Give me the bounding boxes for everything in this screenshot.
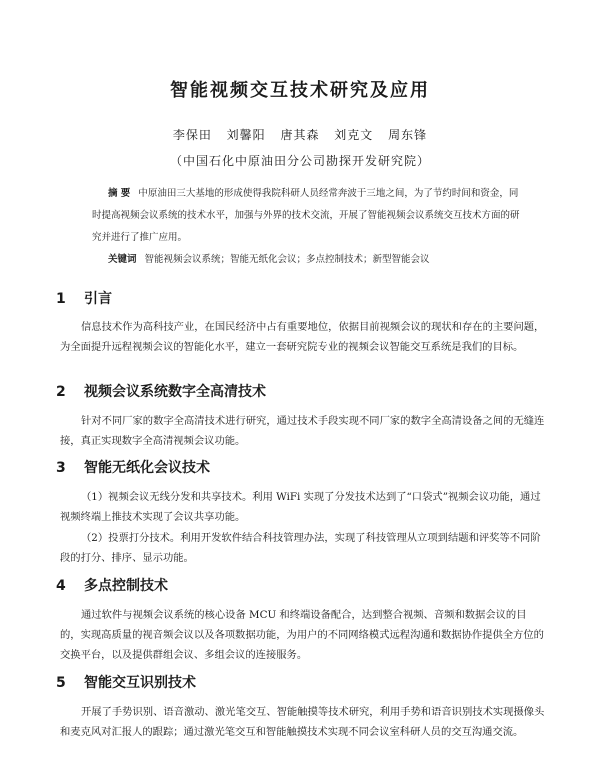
section-heading xyxy=(56,457,210,477)
section-heading xyxy=(56,672,196,692)
keywords-text: 智能视频会议系统；智能无纸化会议；多点控制技术；新型智能会议 xyxy=(144,254,430,265)
section-paragraph: 针对不同厂家的数字全高清技术进行研究，通过技术手段实现不同厂家的数字全高清设备之间的无缝连接，真正实现数字全高清视频会议功能。 xyxy=(60,415,545,447)
section-heading xyxy=(56,288,112,308)
section-number: 5 xyxy=(56,675,66,691)
section-heading xyxy=(56,575,168,595)
section-number: 3 xyxy=(56,460,66,476)
author-list: 李保田 刘馨阳 唐其森 刘克文 周东锋 xyxy=(172,128,428,142)
section-number: 4 xyxy=(56,578,66,594)
section-number: 1 xyxy=(56,291,66,307)
section-paragraph: （2）投票打分技术。利用开发软件结合科技管理办法，实现了科技管理从立项到结题和评奖等不同阶段的打分、排序、显示功能。 xyxy=(60,532,541,564)
keywords-label: 关键词 xyxy=(108,254,137,265)
section-paragraph: 开展了手势识别、语音激动、激光笔交互、智能触摸等技术研究，利用手势和语音识别技术实现摄像头和麦克风对汇报人的跟踪；通过激光笔交互和智能触摸技术实现不同会议室科研人员的交互沟通交流。 xyxy=(60,706,545,738)
section-paragraph: （1）视频会议无线分发和共享技术。利用 WiFi 实现了分发技术达到了“口袋式”视频会议功能，通过视频终端上推技术实现了会议共享功能。 xyxy=(60,491,541,523)
section-title: 智能无纸化会议技术 xyxy=(84,460,210,476)
section-paragraph: 信息技术作为高科技产业，在国民经济中占有重要地位，依据目前视频会议的现状和存在的主要问题，为全面提升远程视频会议的智能化水平，建立一套研究院专业的视频会议智能交互系统是我们的目标。 xyxy=(60,321,545,353)
section-title: 多点控制技术 xyxy=(84,578,168,594)
abstract xyxy=(92,183,522,249)
section-title: 视频会议系统数字全高清技术 xyxy=(84,384,266,400)
section-title: 智能交互识别技术 xyxy=(84,675,196,691)
abstract-label: 摘 要 xyxy=(108,188,131,199)
section-paragraph: 通过软件与视频会议系统的核心设备 MCU 和终端设备配合，达到整合视频、音频和数据会议的目的，实现高质量的视音频会议以及各项数据功能，为用户的不同网络模式远程沟通和数据协作提供全方位的交换平台，以及提供群组会议、多组会议的连接服务。 xyxy=(60,609,544,661)
section-heading xyxy=(56,381,266,401)
abstract-text: 中原油田三大基地的形成使得我院科研人员经常奔波于三地之间，为了节约时间和资金，同时提高视频会议系统的技术水平，加强与外界的技术交流，开展了智能视频会议系统交互技术方面的研究并进行了推广应用。 xyxy=(92,188,520,243)
keywords xyxy=(108,249,528,271)
affiliation: （中国石化中原油田分公司勘探开发研究院） xyxy=(169,154,430,168)
section-number: 2 xyxy=(56,384,66,400)
paper-title: 智能视频交互技术研究及应用 xyxy=(170,80,430,101)
section-title: 引言 xyxy=(84,291,112,307)
